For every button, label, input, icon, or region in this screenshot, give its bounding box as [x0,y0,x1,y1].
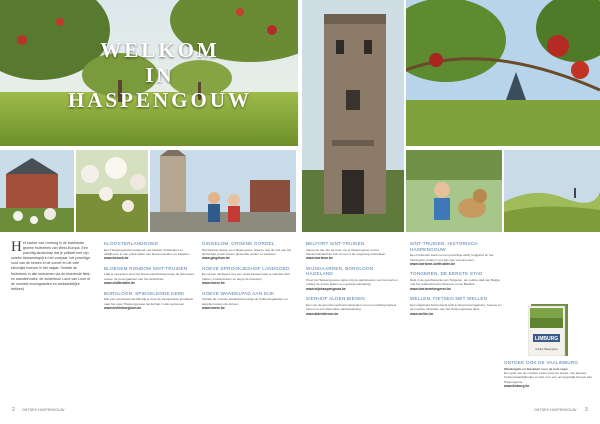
sidebar-item [504,360,594,389]
item-title: BLOESEM RONDOM SINT-TRUIDEN [104,265,188,271]
sidebar-title: ONTDEK OOK DE VAALIMBURG [504,360,579,365]
item-text: Een Haspengouwse landgoed met kasteel, fruitweiden en abdijhoeve in een uniek kader van bloesemvelden en kapellen. [104,247,191,256]
item-text: Een van de grootste landcommanderijen met een prachtig kasteel, tuinen en een bijzondere parkwandeling. [306,302,397,312]
item-link[interactable]: www.bezoek.be [104,256,129,261]
item-title: WIJNGAARDEN, BORGLOON HAGELAND [306,265,374,277]
item-link[interactable]: www.toerismetongeren.be [410,286,452,291]
item-title: WELLEN, FIETSEN MET WELLEN [410,296,488,302]
tower-photo [302,0,404,232]
item-link[interactable]: www.wellen.be [410,311,434,316]
list-item [202,291,296,311]
list-item [202,266,296,286]
item-link[interactable]: www.kerkinborgloon.be [104,306,142,311]
hero-title-line1: WELKOM [100,38,220,62]
item-link[interactable]: www.visittruiden.be [104,281,136,286]
child-with-dog-photo [406,150,502,232]
item-title: BELFORT SINT-TRUIDEN [306,241,365,246]
item-title: HOEVE SPROOKJESHOF LANDGOED [202,265,290,271]
list-item [104,241,198,261]
blossom-photo [76,150,148,232]
intro-paragraph: Het zachte van Limburg is de kwetsbare groene fruitstreek van West-Europa. Een prachtig landschap dat je prikkelt met zijn unieke bloesemtapijt in het voorjaar, het prachtige rood van de kersen in de zomer en de vele kleurrijke hoeves in het najaar. Ontdek de fruitstreek in alle seizoenen via de bloeiende fiets- en wandelroutes, de zuiderbuur Land van Loon of de mooiste boomgaarden en ambachtelijke trekkerij. [11,239,91,291]
castle-photo [0,150,74,232]
list-item [306,241,400,261]
apple-branch-photo [406,0,600,146]
sidebar-text: Een gids met de mooiste routes door de streek, met kaarten, bezienswaardigheden en tips voor een onvergetelijk bezoek aan Haspengouw. [504,371,593,384]
item-title: SINT-TRUIDEN, HISTORISCH HASPENGOUW [410,241,478,252]
list-item [410,241,502,266]
item-title: HOEVE WANDELPAD AAN DIJK [202,290,275,296]
item-text: Een groen landgoed met een uniek kasteel waar je wandelt door parken, kruidentuinen en langs de boerderij. [202,272,291,281]
sidebar-subtitle: Wandelgids en fietskaart voor de hele regio [504,366,568,371]
page-gutter [298,0,302,424]
item-title: BORGLOON: SPIEGELENDE KERK [104,290,185,296]
column-2 [202,241,296,315]
column-4 [410,241,502,321]
ramparts-photo [504,150,600,232]
item-text: Ontdek de mooiste wandelroute langs de fruitboomgaarden en kapellen tussen de dorpen. [202,297,288,306]
item-link[interactable]: www.toerisme.be [306,256,333,261]
list-item [306,296,400,316]
book-caption: Ontdek Haspengouw [535,348,558,351]
item-link[interactable]: www.aldenbiesen.be [306,311,339,316]
item-text: Het kleinste dorpje van Haspengouw, waar je nog de rust van het landschap proeft tussen glooiende velden en kastelen. [202,247,292,256]
list-item [306,266,400,291]
item-text: Met een vernieuwende blik kijk je door de transparante kunstkerk naar het open Haspengouwse landschap in alle seizoenen. [104,297,194,306]
sidebar [504,360,594,394]
item-link[interactable]: www.hoeve.be [202,306,225,311]
cyclists-photo [150,150,296,232]
item-title: TONGEREN, DE EERSTE STAD [410,271,483,277]
sidebar-link[interactable]: www.limburg.be [504,384,530,389]
list-item [104,266,198,286]
page-number-left: 2 [12,407,15,413]
item-link[interactable]: www.wijnhaspengouw.be [306,286,346,291]
item-link[interactable]: www.toerisme-sinttruiden.be [410,262,456,266]
book-brand: LIMBURG [534,336,559,342]
item-link[interactable]: www.hoeve.be [202,281,225,286]
footer-right: ONTDEK HASPENGOUW [534,408,577,412]
item-link[interactable]: www.gingelom.be [202,256,230,261]
list-item [410,271,502,291]
column-1 [104,241,198,315]
list-item [104,291,198,311]
item-text: Een uitgebreid fietsnetwerk leidt je langs boomgaarden, hoeves en de mooiste uitzichten van het Haspengouwse land. [410,302,502,312]
list-item [410,296,502,316]
hero-title [55,38,265,113]
item-title: KLOOSTERLANDGOED [104,241,158,246]
item-title: GINGELOM, GROENE GORDEL [202,241,275,246]
item-title: SIERHOF ALDEN BIESEN [306,296,365,302]
hero-title-line2: IN HASPENGOUW [67,63,252,112]
list-item [202,241,296,261]
guidebook-cover [528,304,568,356]
item-text: Een bruisende stad met een prachtige abdij, begijnhof en het historische centrum met zijn vele monumenten. [410,253,494,262]
page-number-right: 3 [585,407,588,413]
item-text: Proef de Haspengouwse wijnen bij de wijnbouwers van het land en ontdek de streek tijdens een geleide wandeling. [306,278,398,287]
item-text: Vanop de top van de toren zie je Haspengouw en het bloesemlandschap zich tot ver in de omgeving uitstrekken. [306,247,387,256]
item-text: Laat je verrassen door het bloesemlandschap langs de fietsroutes tussen de boomgaarden van het landschap. [104,272,195,281]
footer-left: ONTDEK HASPENGOUW [22,408,65,412]
column-3 [306,241,400,321]
item-text: Duik in de geschiedenis van Tongeren, de oudste stad van België, met het Gallo-Romeins Museum en de Basiliek. [410,278,501,287]
